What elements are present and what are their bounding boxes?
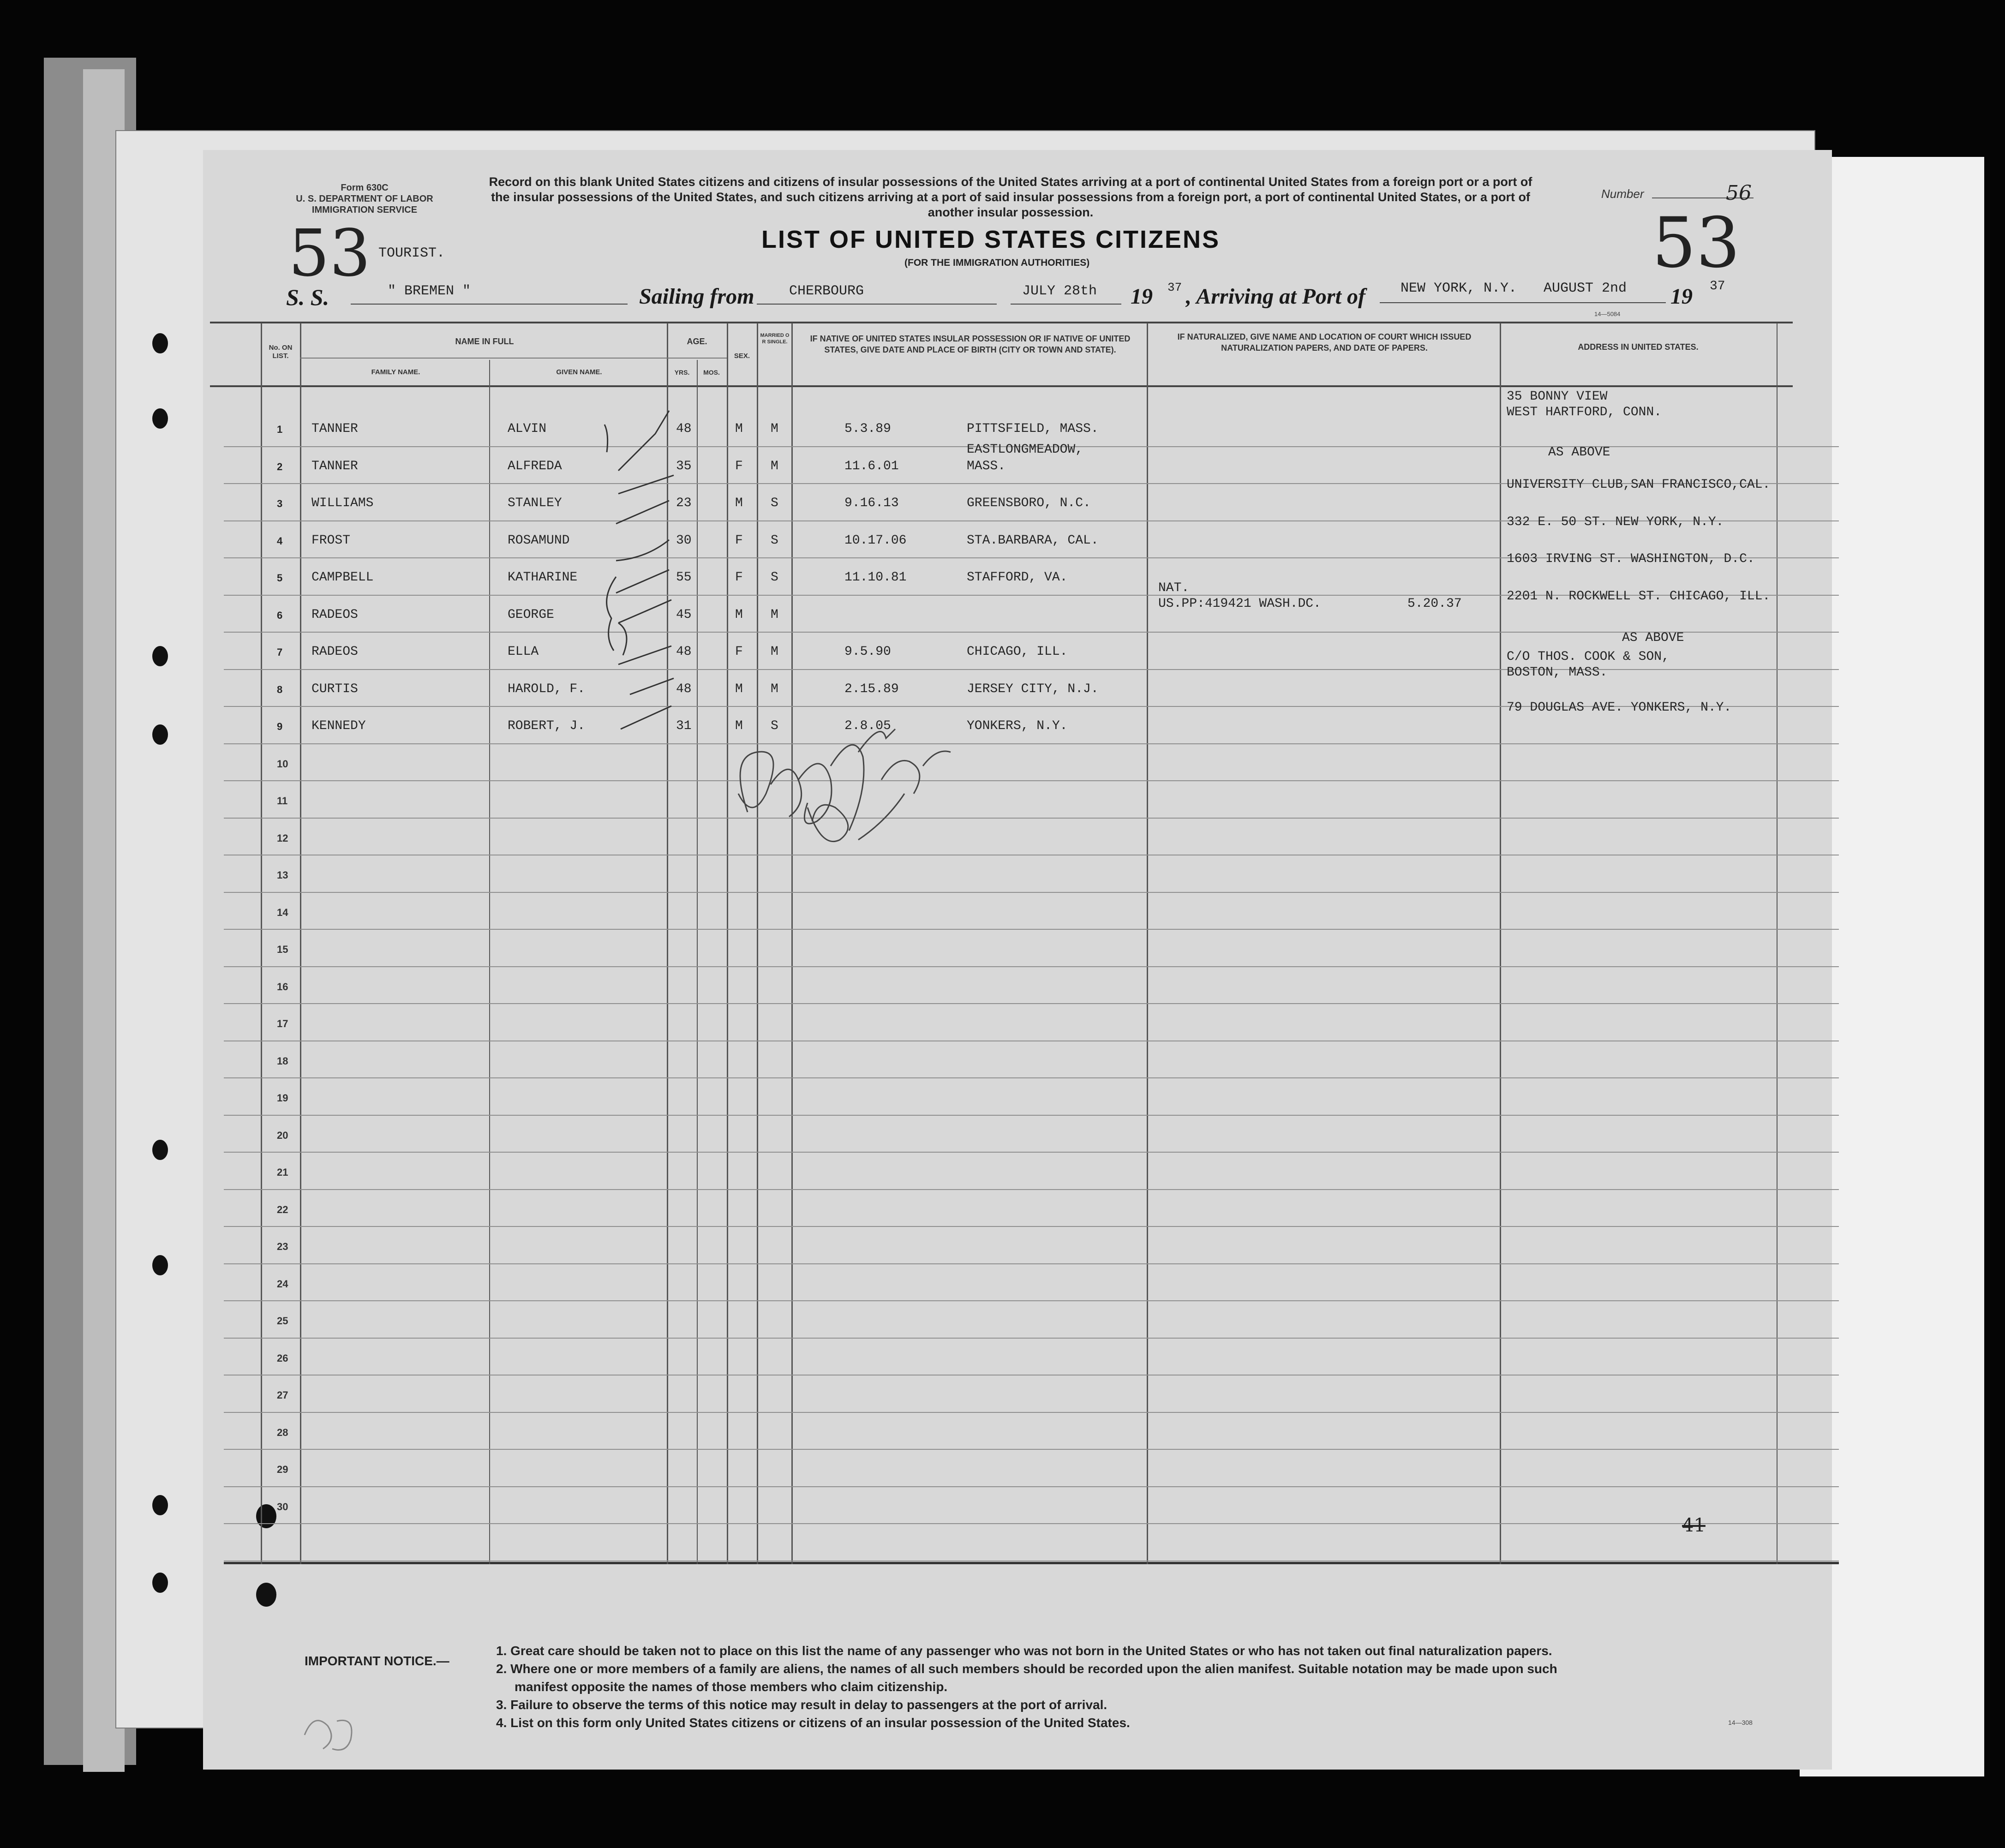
port-underline	[757, 304, 997, 305]
empty-row-number: 23	[277, 1241, 288, 1252]
page-subtitle: (FOR THE IMMIGRATION AUTHORITIES)	[904, 257, 1090, 268]
birth-place: STAFFORD, VA.	[967, 570, 1068, 585]
ship-name: " BREMEN "	[388, 283, 471, 299]
family-name: KENNEDY	[311, 719, 366, 733]
marital-status: S	[771, 496, 778, 510]
number-value: 56	[1726, 181, 1752, 205]
col-rule-right	[1777, 323, 1778, 1564]
family-name: CURTIS	[311, 682, 358, 696]
naturalization-papers: US.PP:419421 WASH.DC.	[1158, 596, 1321, 611]
sex: M	[735, 682, 743, 696]
family-name: CAMPBELL	[311, 570, 374, 585]
marital-status: S	[771, 719, 778, 733]
arrival-underline	[1380, 302, 1666, 303]
col-rule-no	[261, 323, 262, 1564]
row-rule	[224, 1412, 1839, 1413]
age-years: 48	[676, 682, 692, 696]
row-rule	[224, 1486, 1839, 1487]
col-rule-married	[757, 323, 758, 1564]
empty-row-number: 16	[277, 981, 288, 993]
empty-row-number: 25	[277, 1315, 288, 1327]
header-naturalized: IF NATURALIZED, GIVE NAME AND LOCATION OF COURT WHICH ISSUED NATURALIZATION PAPERS, AND DATE OF PAPERS.	[1177, 332, 1472, 353]
sex: M	[735, 422, 743, 436]
table-bottom-rule	[224, 1562, 1839, 1564]
service-name: IMMIGRATION SERVICE	[311, 205, 418, 215]
row-rule	[224, 1300, 1839, 1301]
header-given-name: GIVEN NAME.	[556, 368, 602, 376]
binder-hole	[256, 1583, 276, 1607]
col-rule-family	[300, 323, 301, 1564]
form-number: Form 630C	[341, 183, 389, 193]
birth-date: 11.10.81	[844, 570, 907, 585]
birth-place: STA.BARBARA, CAL.	[967, 533, 1099, 548]
naturalization-label: NAT.	[1158, 580, 1190, 595]
age-years: 48	[676, 645, 692, 659]
empty-row-number: 30	[277, 1501, 288, 1513]
sex: F	[735, 533, 743, 548]
naturalization-date: 5.20.37	[1407, 596, 1462, 611]
handwritten-inspector-initials	[720, 701, 978, 877]
sex: F	[735, 645, 743, 659]
row-rule	[224, 1375, 1839, 1376]
age-years: 55	[676, 570, 692, 585]
given-name: ALFREDA	[508, 459, 562, 473]
empty-row-number: 29	[277, 1464, 288, 1475]
header-age-rule	[667, 358, 727, 359]
notice-title: IMPORTANT NOTICE.—	[305, 1654, 449, 1668]
birth-date: 9.5.90	[844, 645, 891, 659]
birth-date: 5.3.89	[844, 422, 891, 436]
row-rule	[224, 743, 1839, 744]
age-years: 31	[676, 719, 692, 733]
arrival-year: 37	[1710, 279, 1725, 293]
age-years: 45	[676, 607, 692, 622]
header-address: ADDRESS IN UNITED STATES.	[1578, 342, 1699, 352]
marital-status: M	[771, 607, 778, 622]
address: 35 BONNY VIEW	[1507, 389, 1608, 404]
address-line2: WEST HARTFORD, CONN.	[1507, 405, 1662, 419]
marital-status: M	[771, 422, 778, 436]
header-mos: MOS.	[703, 369, 720, 376]
given-name: KATHARINE	[508, 570, 578, 585]
page-mark: 41	[1682, 1515, 1706, 1536]
given-name: ROBERT, J.	[508, 719, 586, 733]
family-name: WILLIAMS	[311, 496, 374, 510]
address-line2: BOSTON, MASS.	[1507, 665, 1608, 680]
table-top-rule	[210, 322, 1793, 323]
sex: F	[735, 570, 743, 585]
notice-item-3: 3. Failure to observe the terms of this notice may result in delay to passengers at the port of arrival.	[496, 1698, 1107, 1712]
notice-item-2-cont: manifest opposite the names of those members who claim citizenship.	[515, 1680, 948, 1694]
header-sex: SEX.	[734, 352, 750, 360]
header-native-birth: IF NATIVE OF UNITED STATES INSULAR POSSESSION OR IF NATIVE OF UNITED STATES, GIVE DATE AND PLACE OF BIRTH (CITY OR TOWN AND STATE).	[810, 334, 1131, 354]
birth-place: YONKERS, N.Y.	[967, 719, 1068, 733]
family-name: RADEOS	[311, 607, 358, 622]
birth-place: CHICAGO, ILL.	[967, 645, 1068, 659]
binder-hole	[152, 333, 168, 353]
empty-row-number: 27	[277, 1389, 288, 1401]
row-rule	[224, 780, 1839, 781]
marital-status: S	[771, 533, 778, 548]
address: AS ABOVE	[1548, 445, 1610, 460]
table-header-rule	[210, 385, 1793, 387]
row-number: 4	[277, 535, 283, 547]
binder-hole	[152, 408, 168, 429]
row-number: 8	[277, 683, 283, 695]
given-name: ELLA	[508, 645, 539, 659]
row-rule	[224, 1226, 1839, 1227]
address: 1603 IRVING ST. WASHINGTON, D.C.	[1507, 552, 1755, 566]
arrival-date: AUGUST 2nd	[1544, 281, 1627, 296]
birth-date: 2.15.89	[844, 682, 899, 696]
row-number: 7	[277, 646, 283, 658]
empty-row-number: 20	[277, 1129, 288, 1141]
row-rule	[224, 1003, 1839, 1004]
ship-underline	[351, 304, 628, 305]
pencil-mark-bottom-left	[295, 1703, 369, 1758]
row-rule	[224, 966, 1839, 967]
birth-place: EASTLONGMEADOW,	[967, 442, 1083, 457]
given-name: HAROLD, F.	[508, 682, 586, 696]
header-no: No. ON LIST.	[269, 344, 293, 360]
sex: M	[735, 719, 743, 733]
address: AS ABOVE	[1622, 631, 1684, 645]
department-name: U. S. DEPARTMENT OF LABOR	[296, 194, 433, 204]
empty-row-number: 13	[277, 869, 288, 881]
row-rule	[224, 1449, 1839, 1450]
col-rule-native	[791, 323, 793, 1564]
header-name-rule	[300, 358, 667, 359]
sailing-from-label: Sailing from	[639, 284, 754, 309]
row-rule	[224, 892, 1839, 893]
empty-row-number: 11	[277, 795, 288, 807]
empty-row-number: 19	[277, 1092, 288, 1104]
birth-date: 11.6.01	[844, 459, 899, 473]
notice-item-1: 1. Great care should be taken not to place on this list the name of any passenger who was not born in the United States or who has not taken out final naturalization papers.	[496, 1644, 1552, 1658]
empty-row-number: 24	[277, 1278, 288, 1290]
header-yrs: YRS.	[674, 369, 690, 376]
row-number: 1	[277, 424, 283, 435]
arriving-label: , Arriving at Port of	[1186, 284, 1365, 309]
age-years: 35	[676, 459, 692, 473]
row-number: 5	[277, 572, 283, 584]
binder-hole	[152, 1255, 168, 1275]
family-name: RADEOS	[311, 645, 358, 659]
sex: F	[735, 459, 743, 473]
birth-place: GREENSBORO, N.C.	[967, 496, 1091, 510]
notice-items	[496, 1642, 1802, 1732]
row-rule	[224, 1077, 1839, 1078]
age-years: 48	[676, 422, 692, 436]
empty-row-number: 15	[277, 944, 288, 955]
row-rule	[224, 1523, 1839, 1524]
sailing-date: JULY 28th	[1022, 283, 1097, 299]
family-name: TANNER	[311, 422, 358, 436]
empty-row-number: 18	[277, 1055, 288, 1067]
sex: M	[735, 607, 743, 622]
header-age: AGE.	[687, 337, 707, 346]
sex: M	[735, 496, 743, 510]
row-number: 9	[277, 721, 283, 732]
handwritten-list-number-right: 53	[1652, 203, 1740, 283]
row-number: 2	[277, 461, 283, 472]
row-rule	[224, 1189, 1839, 1190]
arrival-year-prefix: 19	[1670, 284, 1693, 309]
empty-row-number: 10	[277, 758, 288, 770]
binder-hole	[152, 646, 168, 666]
binder-hole	[152, 1573, 168, 1593]
given-name: ALVIN	[508, 422, 547, 436]
empty-row-number: 28	[277, 1426, 288, 1438]
row-rule	[224, 818, 1839, 819]
col-rule-naturalized	[1147, 323, 1148, 1564]
family-name: TANNER	[311, 459, 358, 473]
binder-hole	[152, 724, 168, 745]
address: 332 E. 50 ST. NEW YORK, N.Y.	[1507, 514, 1724, 529]
sailing-year-prefix: 19	[1131, 284, 1153, 309]
binder-hole	[152, 1140, 168, 1160]
empty-row-number: 17	[277, 1018, 288, 1029]
row-rule	[224, 1115, 1839, 1116]
given-name: ROSAMUND	[508, 533, 570, 548]
age-years: 30	[676, 533, 692, 548]
header-name-in-full: NAME IN FULL	[455, 337, 514, 346]
binder-hole	[152, 1495, 168, 1515]
age-years: 23	[676, 496, 692, 510]
ss-label: S. S.	[286, 284, 329, 310]
date-underline	[1011, 304, 1121, 305]
marital-status: M	[771, 645, 778, 659]
marital-status: M	[771, 459, 778, 473]
row-rule	[224, 1152, 1839, 1153]
class-label: TOURIST.	[378, 245, 445, 261]
handwritten-list-number-left: 53	[288, 216, 371, 291]
address: C/O THOS. COOK & SON,	[1507, 649, 1670, 664]
row-rule	[224, 929, 1839, 930]
address: 79 DOUGLAS AVE. YONKERS, N.Y.	[1507, 700, 1732, 715]
row-number: 3	[277, 498, 283, 509]
form-id-block	[286, 182, 443, 215]
col-rule-given	[489, 360, 490, 1564]
address: UNIVERSITY CLUB,SAN FRANCISCO,CAL.	[1507, 478, 1771, 492]
number-label: Number	[1601, 187, 1644, 201]
printer-code: 14—5084	[1594, 311, 1621, 317]
birth-place: PITTSFIELD, MASS.	[967, 422, 1099, 436]
marital-status: M	[771, 682, 778, 696]
birth-date: 9.16.13	[844, 496, 899, 510]
row-number: 6	[277, 609, 283, 621]
page-title: LIST OF UNITED STATES CITIZENS	[761, 226, 1220, 253]
family-name: FROST	[311, 533, 351, 548]
address: 2201 N. ROCKWELL ST. CHICAGO, ILL.	[1507, 589, 1771, 604]
empty-row-number: 21	[277, 1166, 288, 1178]
empty-row-number: 22	[277, 1203, 288, 1215]
bracket-mark-row6	[591, 563, 628, 655]
birth-place-line2: MASS.	[967, 459, 1006, 473]
header-family-name: FAMILY NAME.	[371, 368, 420, 376]
notice-code: 14—308	[1728, 1719, 1753, 1726]
notice-item-4: 4. List on this form only United States citizens or citizens of an insular possession of the United States.	[496, 1716, 1130, 1730]
row-rule	[224, 632, 1839, 633]
empty-row-number: 12	[277, 832, 288, 844]
notice-item-2: 2. Where one or more members of a family are aliens, the names of all such members should be recorded upon the alien manifest. Suitable notation may be made upon such	[496, 1662, 1557, 1676]
binder-hole	[256, 1504, 276, 1528]
sailing-year: 37	[1167, 281, 1182, 294]
marital-status: S	[771, 570, 778, 585]
birth-date: 2.8.05	[844, 719, 891, 733]
arrival-port: NEW YORK, N.Y.	[1401, 281, 1517, 296]
given-name: GEORGE	[508, 607, 554, 622]
empty-row-number: 14	[277, 906, 288, 918]
given-name: STANLEY	[508, 496, 562, 510]
empty-row-number: 26	[277, 1352, 288, 1364]
birth-place: JERSEY CITY, N.J.	[967, 682, 1099, 696]
form-instructions: Record on this blank United States citizens and citizens of insular possessions of the United States arriving at a port of continental United States from a foreign port or a port of the insular possessions of the United States, and such citizens arriving at a port of said insular possessions from a foreign port, a port of continental United States, or a port of another insular possession.	[489, 175, 1532, 219]
row-rule	[224, 1338, 1839, 1339]
row-rule	[224, 1263, 1839, 1264]
sailing-port: CHERBOURG	[789, 283, 864, 299]
birth-date: 10.17.06	[844, 533, 907, 548]
header-married-single: MARRIED OR SINGLE.	[760, 333, 790, 345]
col-rule-address	[1500, 323, 1501, 1564]
